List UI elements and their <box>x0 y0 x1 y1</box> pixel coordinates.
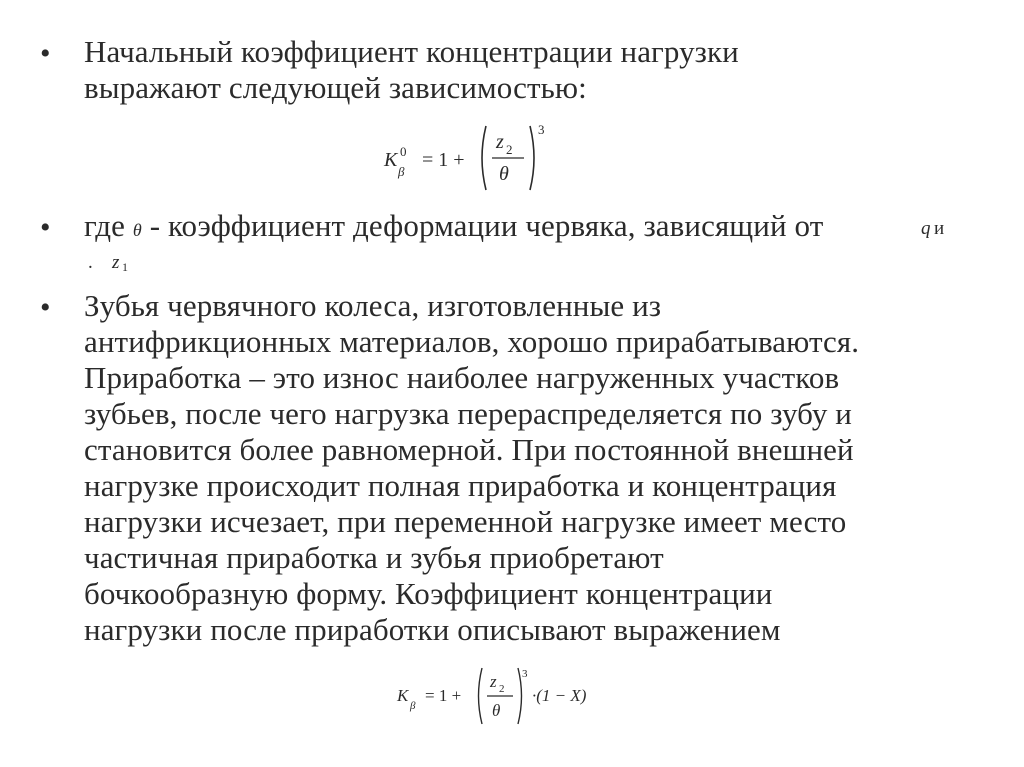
paragraph-2 <box>84 208 964 248</box>
formula2-k: K <box>397 686 409 705</box>
paragraph-3-line: антифрикционных материалов, хорошо прирабатываются. <box>84 324 860 359</box>
paragraph-1 <box>84 34 739 106</box>
paragraph-2-theta: θ <box>132 220 142 240</box>
formula1-beta-subscript: β <box>398 164 405 179</box>
paragraph-3-line: зубьев, после чего нагрузка перераспределяется по зубу и <box>84 396 852 431</box>
formula-coefficient-after-running-in <box>395 664 605 728</box>
paragraph-3-line: становится более равномерной. При постоянной внешней <box>84 432 854 467</box>
formula1-numerator-subscript: 2 <box>506 142 513 157</box>
bullet-marker-3: • <box>40 291 51 324</box>
formula2-cube-exponent: 3 <box>522 668 528 680</box>
bullet-marker-1: • <box>40 37 51 70</box>
formula1-equals-one-plus: = 1 + <box>422 149 465 171</box>
formula1-theta-denominator: θ <box>499 163 509 185</box>
paragraph-2-dot: . <box>88 252 93 273</box>
formula2-tail: ·(1 − X) <box>532 686 587 705</box>
formula1-zero-superscript: 0 <box>400 144 407 159</box>
paragraph-3-line: нагрузке происходит полная приработка и концентрация <box>84 468 837 503</box>
paragraph-2-where: где <box>84 208 126 243</box>
formula2-z-numerator: z <box>490 672 497 691</box>
formula-initial-coefficient <box>382 120 562 195</box>
formula2-equals-one-plus: = 1 + <box>425 686 462 705</box>
paragraph-1-line-1: Начальный коэффициент концентрации нагрузки <box>84 34 739 69</box>
paragraph-1-line-2: выражают следующей зависимостью: <box>84 70 587 105</box>
paragraph-3-line: нагрузки исчезает, при переменной нагрузке имеет место <box>84 504 847 539</box>
paragraph-3-line: нагрузки после приработки описывают выражением <box>84 612 781 647</box>
bullet-marker-2: • <box>40 211 51 244</box>
formula1-z-numerator: z <box>496 131 504 153</box>
paragraph-2-text: - коэффициент деформации червяка, зависящий от <box>149 208 824 243</box>
paragraph-3-line: частичная приработка и зубья приобретают <box>84 540 664 575</box>
paragraph-3-line: Зубья червячного колеса, изготовленные из <box>84 288 662 323</box>
paragraph-2-z: z <box>112 252 120 273</box>
paragraph-3 <box>84 288 859 648</box>
formula2-theta-denominator: θ <box>492 701 501 720</box>
formula2-numerator-subscript: 2 <box>499 683 505 695</box>
formula1-k: K <box>384 149 398 171</box>
paragraph-2-z-subscript: 1 <box>122 260 128 274</box>
formula1-cube-exponent: 3 <box>538 122 545 137</box>
paragraph-2-and: и <box>934 218 945 239</box>
formula2-beta-subscript: β <box>410 700 416 712</box>
paragraph-3-line: бочкообразную форму. Коэффициент концентрации <box>84 576 773 611</box>
paragraph-2-q: q <box>921 218 931 239</box>
paragraph-3-line: Приработка – это износ наиболее нагруженных участков <box>84 360 840 395</box>
